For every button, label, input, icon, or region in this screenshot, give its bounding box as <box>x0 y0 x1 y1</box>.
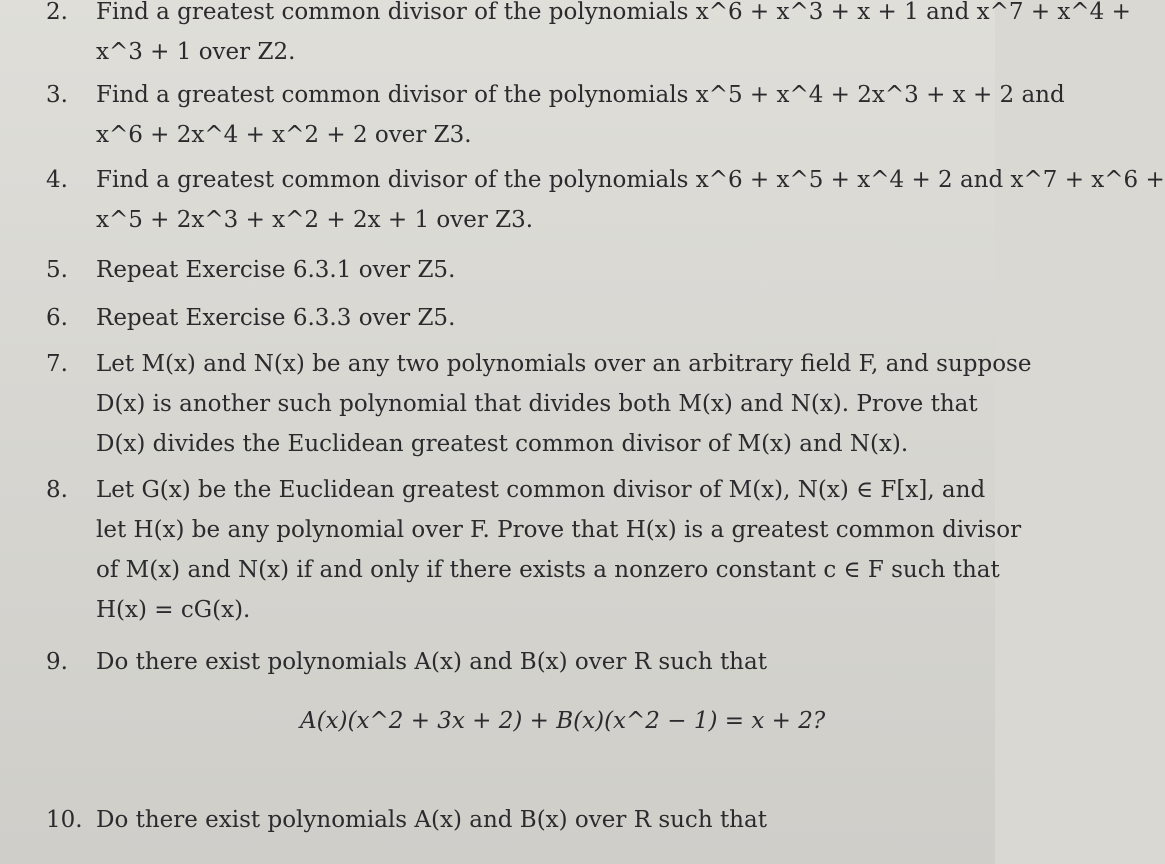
exercise-line: Let G(x) be the Euclidean greatest common divisor of M(x), N(x) ∈ F[x], and <box>96 477 986 503</box>
exercise-number: 10. <box>46 807 83 833</box>
exercise-number: 6. <box>46 305 68 331</box>
exercise-line: Do there exist polynomials A(x) and B(x) over R such that <box>96 649 767 675</box>
exercise-line: let H(x) be any polynomial over F. Prove that H(x) is a greatest common divisor <box>96 517 1022 543</box>
exercise-number: 4. <box>46 167 68 193</box>
exercise-line: of M(x) and N(x) if and only if there exists a nonzero constant c ∈ F such that <box>96 557 1000 583</box>
exercise-number: 7. <box>46 351 68 377</box>
exercise-line: D(x) divides the Euclidean greatest common divisor of M(x) and N(x). <box>96 431 909 457</box>
exercise-line: Repeat Exercise 6.3.3 over Z5. <box>96 305 456 331</box>
exercise-line: x^6 + 2x^4 + x^2 + 2 over Z3. <box>96 122 472 148</box>
exercise-line: H(x) = cG(x). <box>96 597 251 623</box>
exercise-line: Find a greatest common divisor of the polynomials x^6 + x^3 + x + 1 and x^7 + x^4 + <box>96 0 1131 25</box>
exercise-line: x^3 + 1 over Z2. <box>96 39 296 65</box>
exercise-number: 8. <box>46 477 68 503</box>
exercise-line: D(x) is another such polynomial that divides both M(x) and N(x). Prove that <box>96 391 978 417</box>
exercise-number: 2. <box>46 0 68 25</box>
exercise-line: Do there exist polynomials A(x) and B(x) over R such that <box>96 807 767 833</box>
exercise-line: x^5 + 2x^3 + x^2 + 2x + 1 over Z3. <box>96 207 534 233</box>
exercise-line: Let M(x) and N(x) be any two polynomials over an arbitrary field F, and suppose <box>96 351 1032 377</box>
exercise-number: 9. <box>46 649 68 675</box>
exercise-line: Find a greatest common divisor of the polynomials x^6 + x^5 + x^4 + 2 and x^7 + x^6 + <box>96 167 1165 193</box>
exercise-number: 3. <box>46 82 68 108</box>
exercise-line: Find a greatest common divisor of the polynomials x^5 + x^4 + 2x^3 + x + 2 and <box>96 82 1065 108</box>
exercise-number: 5. <box>46 257 68 283</box>
exercise-line: Repeat Exercise 6.3.1 over Z5. <box>96 257 456 283</box>
display-equation: A(x)(x^2 + 3x + 2) + B(x)(x^2 − 1) = x + 2? <box>300 708 826 734</box>
